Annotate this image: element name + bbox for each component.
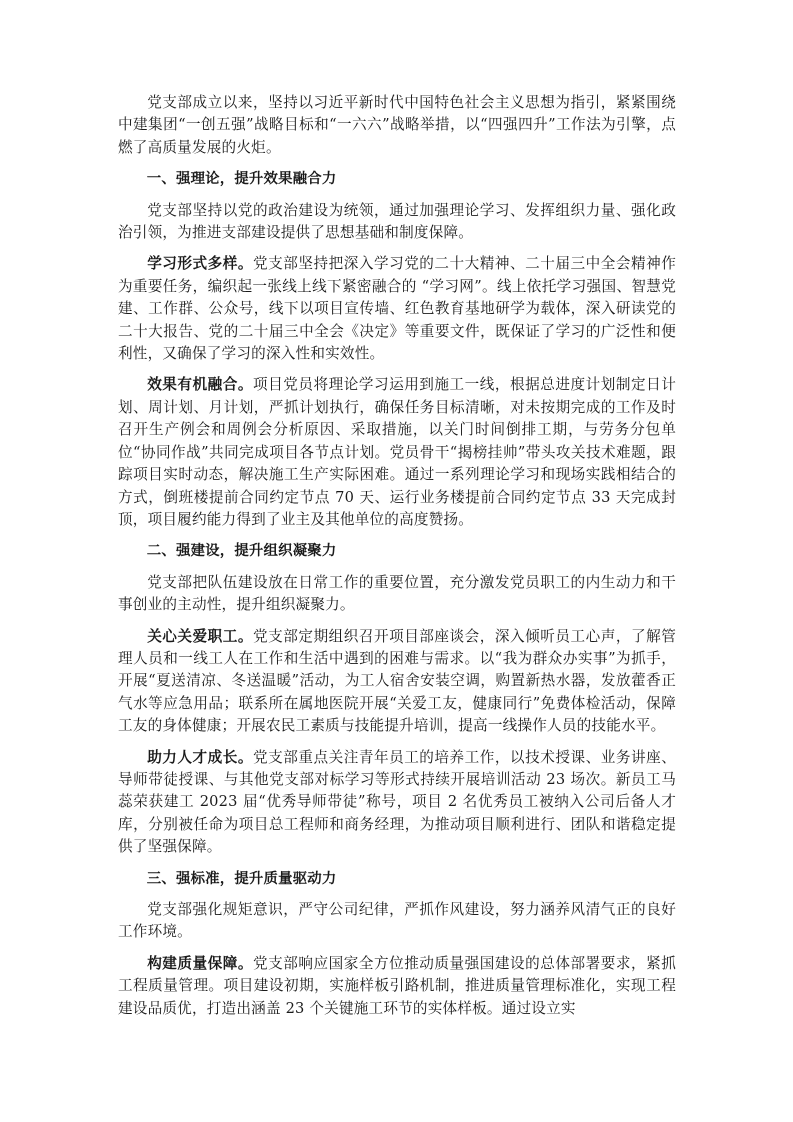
- section-1-heading: 一、强理论，提升效果融合力: [146, 171, 337, 188]
- lead-phrase: 助力人才成长。: [147, 748, 254, 766]
- section-2-heading: 二、强建设，提升组织凝聚力: [146, 543, 337, 560]
- lead-phrase: 关心关爱职工。: [147, 627, 254, 645]
- section-3-heading: 三、强标准，提升质量驱动力: [146, 870, 337, 887]
- lead-phrase: 学习形式多样。: [147, 255, 254, 273]
- section-1-intro: 党支部坚持以党的政治建设为统领，通过加强理论学习、发挥组织力量、强化政治引领，为推进支部建设提供了思想基础和制度保障。: [118, 201, 676, 242]
- intro-paragraph: 党支部成立以来，坚持以习近平新时代中国特色社会主义思想为指引，紧紧围绕中建集团“一创五强”战略目标和“一六六”战略举措，以“四强四升”工作法为引擎，点燃了高质量发展的火炬。: [118, 94, 676, 156]
- document-page: [118, 92, 676, 1029]
- paragraph-body: 党支部响应国家全方位推动质量强国建设的总体部署要求，紧抓工程质量管理。项目建设初期，实施样板引路机制，推进质量管理标准化，实现工程建设品质优，打造出涵盖 23 个关键施工环节的实体样板。通过设立实: [118, 954, 676, 1017]
- paragraph-body: 项目党员将理论学习运用到施工一线，根据总进度计划制定日计划、周计划、月计划，严抓计划执行，确保任务目标清晰，对未按期完成的工作及时召开生产例会和周例会分析原因、采取措施，以关门时间倒排工期，与劳务分包单位“协同作战”共同完成项目各节点计划。党员骨干“揭榜挂帅”带头攻关技术难题，跟踪项目实时动态，解决施工生产实际困难。通过一系列理论学习和现场实践相结合的方式，倒班楼提前合同约定节点 70 天、运行业务楼提前合同约定节点 33 天完成封顶，项目履约能力得到了业主及其他单位的高度赞扬。: [118, 376, 676, 528]
- section-1-paragraph-study-forms: [118, 253, 676, 365]
- section-2-intro: 党支部把队伍建设放在日常工作的重要位置，充分激发党员职工的内生动力和干事创业的主动性，提升组织凝聚力。: [118, 573, 676, 614]
- lead-phrase: 构建质量保障。: [147, 954, 254, 972]
- section-3-intro: 党支部强化规矩意识，严守公司纪律，严抓作风建设，努力涵养风清气正的良好工作环境。: [118, 901, 676, 941]
- paragraph-body: 党支部重点关注青年员工的培养工作，以技术授课、业务讲座、导师带徒授课、与其他党支部对标学习等形式持续开展培训活动 23 场次。新员工马蕊荣获建工 2023 届“优秀导师带徒”称号，项目 2 名优秀员工被纳入公司后备人才库，分别被任命为项目总工程师和商务经理，为推动项目顺利进行、团队和谐稳定提供了坚强保障。: [118, 748, 676, 856]
- paragraph-body: 党支部定期组织召开项目部座谈会，深入倾听员工心声，了解管理人员和一线工人在工作和生活中遇到的困难与需求。以“我为群众办实事”为抓手，开展“夏送清凉、冬送温暖”活动，为工人宿舍安装空调，购置新热水器，发放藿香正气水等应急用品；联系所在属地医院开展“关爱工友，健康同行”免费体检活动，保障工友的身体健康；开展农民工素质与技能提升培训，提高一线操作人员的技能水平。: [118, 627, 676, 735]
- section-1-paragraph-effect-fusion: [118, 374, 676, 531]
- lead-phrase: 效果有机融合。: [147, 376, 254, 394]
- section-2-paragraph-employee-care: [118, 626, 676, 738]
- paragraph-body: 党支部坚持把深入学习党的二十大精神、二十届三中全会精神作为重要任务，编织起一张线上线下紧密融合的 “学习网”。线上依托学习强国、智慧党建、工作群、公众号，线下以项目宣传墙、红色教育基地研学为载体，深入研读党的二十大报告、党的二十届三中全会《决定》等重要文件，既保证了学习的广泛性和便利性，又确保了学习的深入性和实效性。: [118, 255, 676, 363]
- section-2-paragraph-talent-growth: [118, 747, 676, 859]
- section-3-paragraph-quality-assurance: [118, 953, 676, 1020]
